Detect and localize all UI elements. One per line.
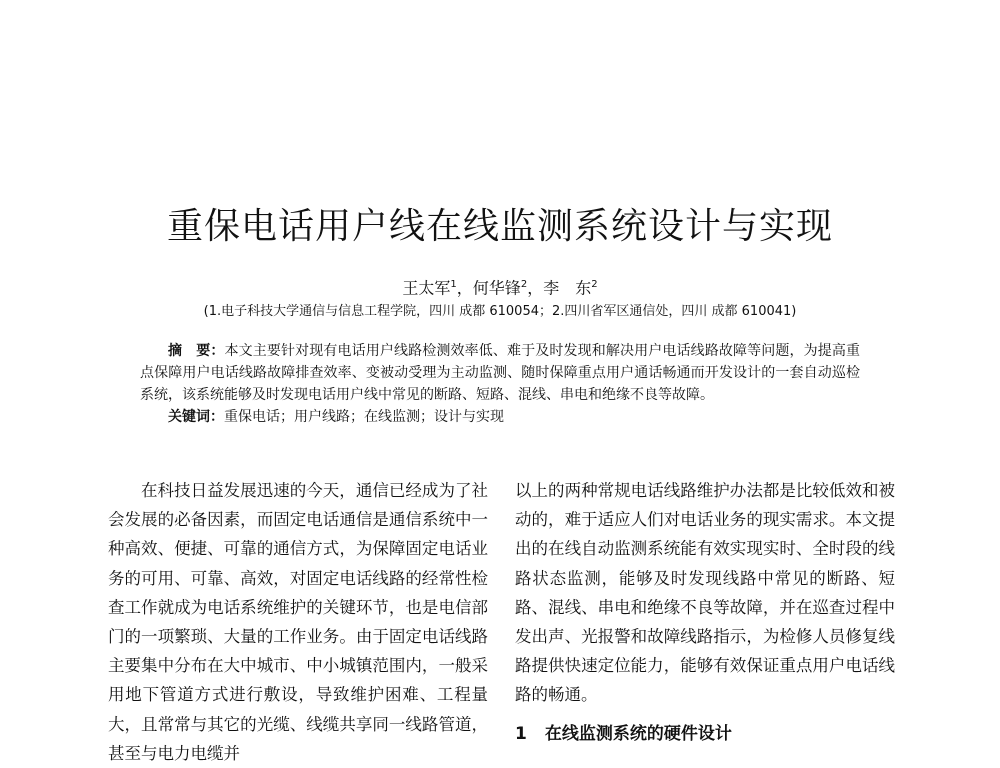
keywords-paragraph (140, 406, 860, 428)
section-number: 1 (515, 723, 527, 744)
affiliations: (1.电子科技大学通信与信息工程学院，四川 成都 610054；2.四川省军区通信处，四川 成都 610041) (203, 304, 797, 319)
author-affil-mark: 2 (591, 279, 598, 290)
paper-title: 重保电话用户线在线监测系统设计与实现 (166, 206, 833, 247)
author-separator: ， (527, 278, 544, 298)
author-name: 李 东 (543, 278, 592, 298)
section-title: 在线监测系统的硬件设计 (544, 723, 732, 744)
body-paragraph: 以上的两种常规电话线路维护办法都是比较低效和被动的，难于适应人们对电话业务的现实需求。本文提出的在线自动监测系统能有效实现实时、全时段的线路状态监测，能够及时发现线路中常见的断路、短路、混线、串电和绝缘不良等故障，并在巡查过程中发出声、光报警和故障线路指示，为检修人员修复线路提供快速定位能力，能够有效保证重点用户电话线路的畅通。 (515, 481, 895, 705)
author-separator: ， (456, 278, 473, 298)
abstract-text: 本文主要针对现有电话用户线路检测效率低、难于及时发现和解决用户电话线路故障等问题，为提高重点保障用户电话线路故障排查效率、变被动受理为主动监测、随时保障重点用户通话畅通而开发设计的一套自动巡检系统，该系统能够及时发现电话用户线中常见的断路、短路、混线、串电和绝缘不良等故障。 (140, 343, 860, 403)
body-column-left (108, 476, 488, 768)
abstract-paragraph (140, 340, 860, 406)
author-line (0, 274, 1000, 299)
abstract-block (140, 340, 860, 428)
author-name: 何华锋 (472, 278, 521, 298)
section-heading (515, 720, 895, 748)
keywords-label: 关键词： (168, 409, 224, 425)
keywords-text: 重保电话；用户线路；在线监测；设计与实现 (224, 409, 504, 425)
body-column-right (515, 476, 895, 748)
body-paragraph: 在科技日益发展迅速的今天，通信已经成为了社会发展的必备因素，而固定电话通信是通信系统中一种高效、便捷、可靠的通信方式，为保障固定电话业务的可用、可靠、高效，对固定电话线路的经常性检查工作就成为电话系统维护的关键环节，也是电信部门的一项繁琐、大量的工作业务。由于固定电话线路主要集中分布在大中城市、中小城镇范围内，一般采用地下管道方式进行敷设，导致维护困难、工程量大，且常常与其它的光缆、线缆共享同一线路管道，甚至与电力电缆并 (108, 481, 488, 763)
author-affil-mark: 2 (520, 279, 528, 290)
abstract-label: 摘 要： (168, 343, 225, 359)
author-affil-mark: 1 (450, 279, 457, 290)
author-name: 王太军 (402, 278, 451, 298)
